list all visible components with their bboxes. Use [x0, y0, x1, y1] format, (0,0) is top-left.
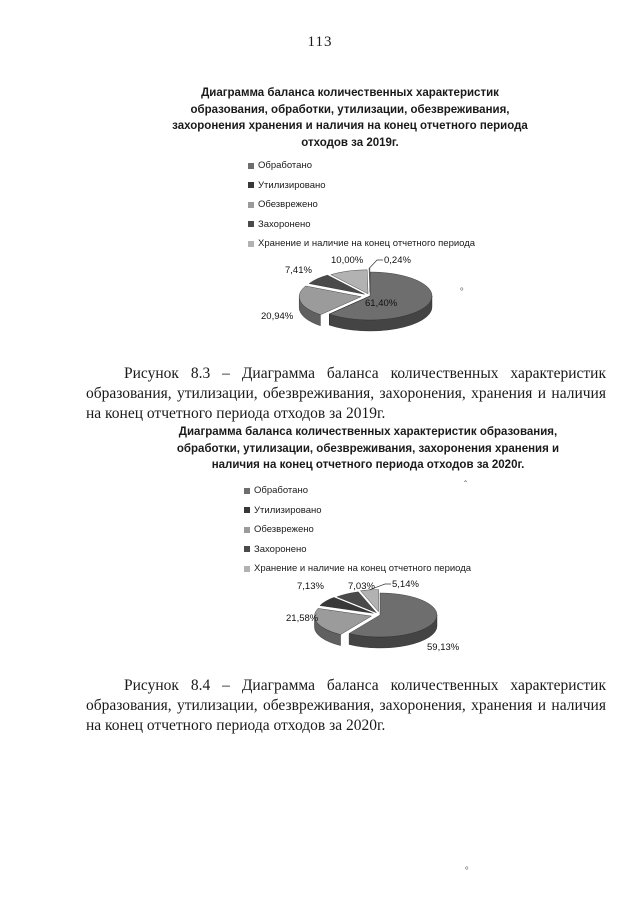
pie-data-label: 59,13%: [427, 642, 460, 653]
figure-caption-8-3: [86, 364, 606, 424]
pie-data-label: 61,40%: [365, 298, 398, 309]
legend-label: Захоронено: [258, 218, 311, 230]
scan-mark: °: [460, 286, 464, 296]
legend-swatch-utilizirovano: [244, 507, 250, 513]
pie-chart-2019: [255, 250, 470, 350]
pie-svg: [255, 250, 470, 350]
scan-mark: ˆ: [464, 479, 467, 489]
legend-swatch-hranenie: [244, 566, 250, 572]
pie-data-label: 7,41%: [285, 265, 312, 276]
chart-title-line: захоронения хранения и наличия на конец отчетного периода: [172, 120, 528, 132]
pie-data-label: 7,03%: [348, 581, 375, 592]
legend-item: [248, 195, 475, 215]
legend-item: [244, 540, 471, 560]
legend-label: Захоронено: [254, 543, 307, 555]
legend-label: Хранение и наличие на конец отчетного периода: [258, 238, 476, 250]
chart-title-line: обработки, утилизации, обезвреживания, захоронения хранения и: [176, 442, 560, 455]
caption-line: Рисунок 8.3 – Диаграмма баланса количественных характеристик: [124, 365, 606, 382]
pie-data-label: 5,14%: [392, 579, 419, 590]
caption-line: образования, утилизации, обезвреживания, захоронения, хранения и наличия: [86, 697, 606, 714]
legend-swatch-utilizirovano: [248, 182, 254, 188]
pie-svg: [280, 575, 480, 675]
legend-swatch-obrabotano: [244, 488, 250, 494]
pie-chart-2020: [280, 575, 480, 675]
legend-label: Обезврежено: [258, 199, 318, 211]
legend-label: Обработано: [254, 485, 308, 497]
legend-swatch-obrabotano: [248, 163, 254, 169]
pie-data-label: 7,13%: [297, 581, 324, 592]
page-number: 113: [307, 34, 333, 50]
chart-title-line: Диаграмма баланса количественных характеристик: [201, 87, 499, 99]
pie-data-label: 0,24%: [384, 255, 411, 266]
legend-item: [244, 481, 471, 501]
pie-data-label: 21,58%: [286, 613, 319, 624]
legend-item: [244, 501, 471, 521]
pie-data-label: 20,94%: [261, 311, 294, 322]
legend-label: Обработано: [258, 160, 312, 172]
legend-swatch-zahoroneno: [248, 221, 254, 227]
legend-item: [244, 520, 471, 540]
legend-label: Хранение и наличие на конец отчетного периода: [254, 563, 472, 575]
chart-title-line: отходов за 2019г.: [301, 136, 399, 149]
legend-label: Утилизировано: [258, 179, 326, 191]
legend-2019: [248, 156, 475, 254]
chart-title-2020: [168, 424, 568, 474]
chart-title-line: Диаграмма баланса количественных характеристик образования,: [178, 426, 558, 438]
legend-swatch-obezvrezheno: [248, 202, 254, 208]
scan-mark: °: [465, 865, 469, 875]
caption-line: на конец отчетного периода отходов за 2019г.: [86, 405, 386, 422]
legend-swatch-zahoroneno: [244, 546, 250, 552]
legend-item: [248, 156, 475, 176]
pie-slice-other: [369, 268, 370, 292]
legend-item: [248, 215, 475, 235]
pie-leader-line: [369, 260, 383, 268]
legend-label: Утилизировано: [254, 504, 322, 516]
legend-swatch-obezvrezheno: [244, 527, 250, 533]
legend-2020: [244, 481, 471, 579]
chart-title-line: наличия на конец отчетного периода отходов за 2020г.: [211, 459, 525, 471]
chart-title-line: образования, обработки, утилизации, обезвреживания,: [190, 103, 510, 116]
caption-line: Рисунок 8.4 – Диаграмма баланса количественных характеристик: [124, 677, 606, 694]
pie-data-label: 10,00%: [331, 255, 364, 266]
legend-swatch-hranenie: [248, 241, 254, 247]
caption-line: образования, утилизации, обезвреживания, захоронения, хранения и наличия: [86, 385, 606, 402]
legend-label: Обезврежено: [254, 524, 314, 536]
figure-caption-8-4: [86, 676, 606, 736]
legend-item: [248, 176, 475, 196]
caption-line: на конец отчетного периода отходов за 2020г.: [86, 717, 386, 734]
chart-title-2019: [170, 85, 530, 151]
